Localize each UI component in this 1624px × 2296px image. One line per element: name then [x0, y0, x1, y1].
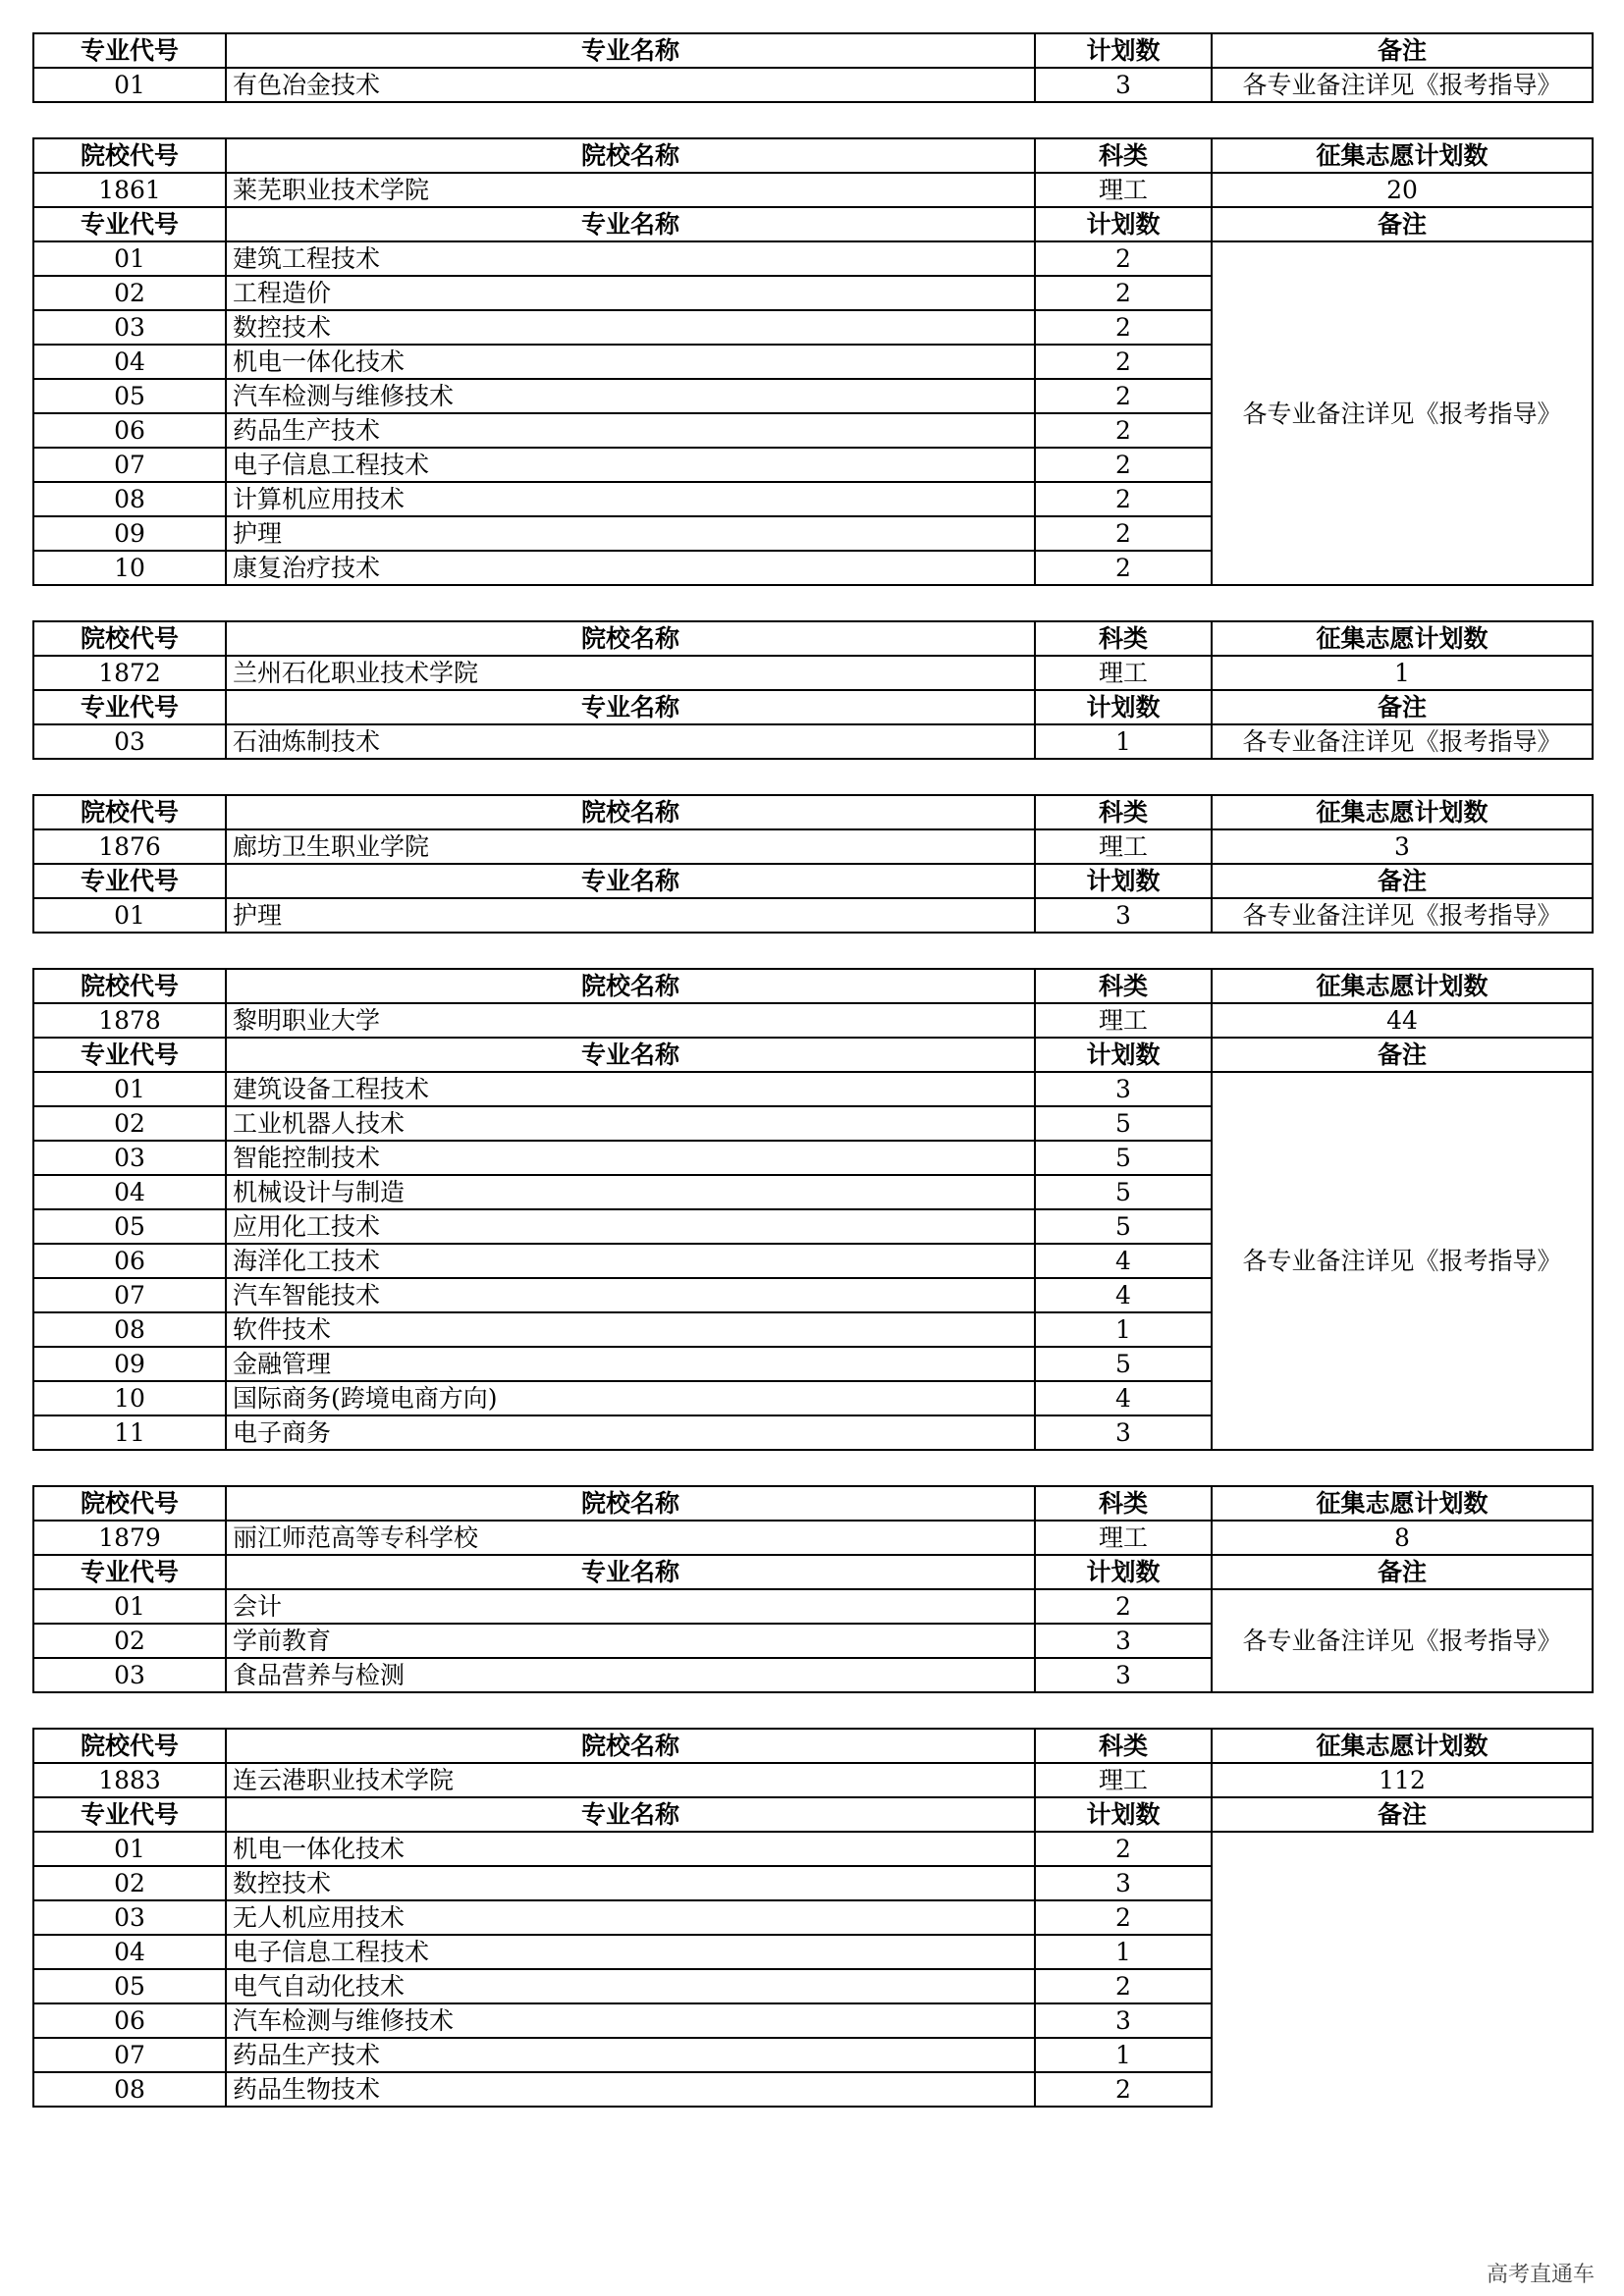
school-code-header: 院校代号 — [33, 1486, 226, 1521]
major-plan: 5 — [1035, 1347, 1212, 1381]
major-name-header: 专业名称 — [226, 1797, 1035, 1832]
merged-note: 各专业备注详见《报考指导》 — [1212, 1072, 1593, 1450]
block-gap — [32, 586, 1592, 620]
major-code-header: 专业代号 — [33, 1038, 226, 1072]
plan-header: 计划数 — [1035, 1797, 1212, 1832]
school-category: 理工 — [1035, 173, 1212, 207]
school-category: 理工 — [1035, 1003, 1212, 1038]
major-name: 汽车智能技术 — [226, 1278, 1035, 1312]
school-block-table — [32, 794, 1594, 934]
major-code: 06 — [33, 2003, 226, 2038]
note-header: 备注 — [1212, 33, 1593, 68]
major-name: 应用化工技术 — [226, 1209, 1035, 1244]
major-code: 02 — [33, 1624, 226, 1658]
major-plan: 4 — [1035, 1278, 1212, 1312]
school-code: 1872 — [33, 656, 226, 690]
major-name: 有色冶金技术 — [226, 68, 1035, 102]
major-name: 建筑设备工程技术 — [226, 1072, 1035, 1106]
merged-note — [1212, 1832, 1593, 2107]
plan-total-header: 征集志愿计划数 — [1212, 1729, 1593, 1763]
major-name: 护理 — [226, 516, 1035, 551]
major-name: 康复治疗技术 — [226, 551, 1035, 585]
major-code: 04 — [33, 345, 226, 379]
school-name-header: 院校名称 — [226, 795, 1035, 829]
major-code-header: 专业代号 — [33, 1555, 226, 1589]
school-name: 黎明职业大学 — [226, 1003, 1035, 1038]
major-plan: 2 — [1035, 345, 1212, 379]
major-name-header: 专业名称 — [226, 1555, 1035, 1589]
school-plan-total: 112 — [1212, 1763, 1593, 1797]
school-block-table — [32, 1728, 1594, 2108]
block-gap — [32, 103, 1592, 137]
major-code: 10 — [33, 1381, 226, 1415]
major-name: 汽车检测与维修技术 — [226, 379, 1035, 413]
plan-header: 计划数 — [1035, 33, 1212, 68]
merged-note: 各专业备注详见《报考指导》 — [1212, 241, 1593, 585]
major-code-header: 专业代号 — [33, 33, 226, 68]
major-note: 各专业备注详见《报考指导》 — [1212, 898, 1593, 933]
major-code: 04 — [33, 1935, 226, 1969]
major-plan: 1 — [1035, 2038, 1212, 2072]
school-name: 连云港职业技术学院 — [226, 1763, 1035, 1797]
major-name: 工程造价 — [226, 276, 1035, 310]
watermark: 高考直通车 — [1486, 2263, 1595, 2287]
school-block-table — [32, 968, 1594, 1451]
school-info-row — [33, 1521, 1593, 1555]
category-header: 科类 — [1035, 621, 1212, 656]
major-plan: 2 — [1035, 482, 1212, 516]
major-code: 03 — [33, 724, 226, 759]
major-code: 03 — [33, 310, 226, 345]
school-name-header: 院校名称 — [226, 969, 1035, 1003]
school-info-row — [33, 1763, 1593, 1797]
major-code: 03 — [33, 1141, 226, 1175]
major-row — [33, 1072, 1593, 1106]
plan-total-header: 征集志愿计划数 — [1212, 621, 1593, 656]
major-plan: 2 — [1035, 516, 1212, 551]
major-name: 数控技术 — [226, 310, 1035, 345]
school-category: 理工 — [1035, 1763, 1212, 1797]
major-code: 01 — [33, 1072, 226, 1106]
major-code: 08 — [33, 2072, 226, 2107]
major-plan: 4 — [1035, 1244, 1212, 1278]
note-header: 备注 — [1212, 690, 1593, 724]
major-code: 01 — [33, 1589, 226, 1624]
block-gap — [32, 1451, 1592, 1485]
merged-note: 各专业备注详见《报考指导》 — [1212, 1589, 1593, 1692]
major-name: 电子商务 — [226, 1415, 1035, 1450]
major-name: 药品生物技术 — [226, 2072, 1035, 2107]
school-name: 兰州石化职业技术学院 — [226, 656, 1035, 690]
major-name: 工业机器人技术 — [226, 1106, 1035, 1141]
major-plan: 3 — [1035, 1415, 1212, 1450]
major-name: 数控技术 — [226, 1866, 1035, 1900]
major-code: 06 — [33, 1244, 226, 1278]
school-header-row — [33, 621, 1593, 656]
major-name: 建筑工程技术 — [226, 241, 1035, 276]
school-name-header: 院校名称 — [226, 621, 1035, 656]
major-name: 机电一体化技术 — [226, 345, 1035, 379]
plan-total-header: 征集志愿计划数 — [1212, 969, 1593, 1003]
major-plan: 2 — [1035, 551, 1212, 585]
major-code: 08 — [33, 482, 226, 516]
major-plan: 2 — [1035, 1969, 1212, 2003]
major-name: 电子信息工程技术 — [226, 448, 1035, 482]
school-plan-total: 8 — [1212, 1521, 1593, 1555]
school-block-table — [32, 32, 1594, 103]
major-plan: 2 — [1035, 1589, 1212, 1624]
major-name: 会计 — [226, 1589, 1035, 1624]
major-name-header: 专业名称 — [226, 207, 1035, 241]
major-name: 学前教育 — [226, 1624, 1035, 1658]
major-name: 汽车检测与维修技术 — [226, 2003, 1035, 2038]
major-name: 药品生产技术 — [226, 2038, 1035, 2072]
major-name: 机电一体化技术 — [226, 1832, 1035, 1866]
major-code: 01 — [33, 68, 226, 102]
block-gap — [32, 934, 1592, 968]
major-name-header: 专业名称 — [226, 1038, 1035, 1072]
major-code: 01 — [33, 241, 226, 276]
major-name: 护理 — [226, 898, 1035, 933]
category-header: 科类 — [1035, 969, 1212, 1003]
category-header: 科类 — [1035, 1729, 1212, 1763]
plan-total-header: 征集志愿计划数 — [1212, 138, 1593, 173]
major-name-header: 专业名称 — [226, 690, 1035, 724]
major-code: 07 — [33, 1278, 226, 1312]
major-code-header: 专业代号 — [33, 864, 226, 898]
major-row — [33, 898, 1593, 933]
school-code-header: 院校代号 — [33, 138, 226, 173]
major-name: 智能控制技术 — [226, 1141, 1035, 1175]
major-code-header: 专业代号 — [33, 690, 226, 724]
major-name: 海洋化工技术 — [226, 1244, 1035, 1278]
major-row — [33, 241, 1593, 276]
major-code: 06 — [33, 413, 226, 448]
school-plan-total: 20 — [1212, 173, 1593, 207]
major-name-header: 专业名称 — [226, 864, 1035, 898]
major-header-row — [33, 1797, 1593, 1832]
major-plan: 3 — [1035, 898, 1212, 933]
note-header: 备注 — [1212, 1555, 1593, 1589]
category-header: 科类 — [1035, 1486, 1212, 1521]
major-code: 01 — [33, 1832, 226, 1866]
major-name: 石油炼制技术 — [226, 724, 1035, 759]
major-plan: 2 — [1035, 448, 1212, 482]
school-name-header: 院校名称 — [226, 1486, 1035, 1521]
major-plan: 5 — [1035, 1175, 1212, 1209]
note-header: 备注 — [1212, 207, 1593, 241]
category-header: 科类 — [1035, 795, 1212, 829]
major-code: 11 — [33, 1415, 226, 1450]
plan-header: 计划数 — [1035, 864, 1212, 898]
major-plan: 1 — [1035, 1935, 1212, 1969]
plan-header: 计划数 — [1035, 207, 1212, 241]
document-page — [32, 32, 1592, 2108]
school-header-row — [33, 138, 1593, 173]
school-category: 理工 — [1035, 1521, 1212, 1555]
school-name: 莱芜职业技术学院 — [226, 173, 1035, 207]
major-name: 国际商务(跨境电商方向) — [226, 1381, 1035, 1415]
major-plan: 5 — [1035, 1209, 1212, 1244]
major-code: 03 — [33, 1900, 226, 1935]
major-code: 02 — [33, 276, 226, 310]
school-header-row — [33, 1486, 1593, 1521]
plan-header: 计划数 — [1035, 1555, 1212, 1589]
school-code-header: 院校代号 — [33, 1729, 226, 1763]
school-header-row — [33, 969, 1593, 1003]
major-header-row — [33, 1038, 1593, 1072]
school-name-header: 院校名称 — [226, 1729, 1035, 1763]
major-plan: 2 — [1035, 379, 1212, 413]
block-gap — [32, 760, 1592, 794]
category-header: 科类 — [1035, 138, 1212, 173]
major-plan: 3 — [1035, 1866, 1212, 1900]
school-code-header: 院校代号 — [33, 621, 226, 656]
school-header-row — [33, 1729, 1593, 1763]
major-code: 01 — [33, 898, 226, 933]
school-name-header: 院校名称 — [226, 138, 1035, 173]
school-info-row — [33, 1003, 1593, 1038]
major-name: 金融管理 — [226, 1347, 1035, 1381]
school-plan-total: 3 — [1212, 829, 1593, 864]
note-header: 备注 — [1212, 1797, 1593, 1832]
major-name: 机械设计与制造 — [226, 1175, 1035, 1209]
school-plan-total: 44 — [1212, 1003, 1593, 1038]
major-name: 电子信息工程技术 — [226, 1935, 1035, 1969]
note-header: 备注 — [1212, 864, 1593, 898]
major-row — [33, 724, 1593, 759]
school-info-row — [33, 173, 1593, 207]
major-plan: 3 — [1035, 1072, 1212, 1106]
major-plan: 3 — [1035, 1624, 1212, 1658]
major-code: 02 — [33, 1106, 226, 1141]
major-note: 各专业备注详见《报考指导》 — [1212, 724, 1593, 759]
school-block-table — [32, 1485, 1594, 1693]
major-plan: 5 — [1035, 1106, 1212, 1141]
major-plan: 5 — [1035, 1141, 1212, 1175]
major-code: 09 — [33, 516, 226, 551]
major-code: 09 — [33, 1347, 226, 1381]
major-code: 02 — [33, 1866, 226, 1900]
major-header-row — [33, 1555, 1593, 1589]
major-name-header: 专业名称 — [226, 33, 1035, 68]
plan-total-header: 征集志愿计划数 — [1212, 795, 1593, 829]
major-code: 05 — [33, 1969, 226, 2003]
school-block-table — [32, 620, 1594, 760]
school-category: 理工 — [1035, 829, 1212, 864]
school-code-header: 院校代号 — [33, 795, 226, 829]
school-code: 1883 — [33, 1763, 226, 1797]
major-code-header: 专业代号 — [33, 207, 226, 241]
major-code: 05 — [33, 1209, 226, 1244]
school-block-table — [32, 137, 1594, 586]
major-name: 食品营养与检测 — [226, 1658, 1035, 1692]
major-header-row — [33, 864, 1593, 898]
major-plan: 3 — [1035, 68, 1212, 102]
major-code: 10 — [33, 551, 226, 585]
plan-header: 计划数 — [1035, 690, 1212, 724]
school-name: 丽江师范高等专科学校 — [226, 1521, 1035, 1555]
school-plan-total: 1 — [1212, 656, 1593, 690]
major-plan: 3 — [1035, 1658, 1212, 1692]
major-row — [33, 68, 1593, 102]
major-plan: 2 — [1035, 276, 1212, 310]
major-code: 08 — [33, 1312, 226, 1347]
major-name: 软件技术 — [226, 1312, 1035, 1347]
school-code: 1861 — [33, 173, 226, 207]
major-code: 03 — [33, 1658, 226, 1692]
major-plan: 2 — [1035, 310, 1212, 345]
major-plan: 1 — [1035, 1312, 1212, 1347]
major-note: 各专业备注详见《报考指导》 — [1212, 68, 1593, 102]
block-gap — [32, 1693, 1592, 1728]
major-row — [33, 1589, 1593, 1624]
major-plan: 2 — [1035, 1832, 1212, 1866]
major-plan: 2 — [1035, 413, 1212, 448]
major-name: 计算机应用技术 — [226, 482, 1035, 516]
school-code: 1879 — [33, 1521, 226, 1555]
school-code: 1878 — [33, 1003, 226, 1038]
plan-header: 计划数 — [1035, 1038, 1212, 1072]
note-header: 备注 — [1212, 1038, 1593, 1072]
major-header-row — [33, 33, 1593, 68]
major-name: 无人机应用技术 — [226, 1900, 1035, 1935]
major-header-row — [33, 690, 1593, 724]
school-code: 1876 — [33, 829, 226, 864]
major-code: 07 — [33, 448, 226, 482]
major-code: 05 — [33, 379, 226, 413]
school-info-row — [33, 829, 1593, 864]
school-category: 理工 — [1035, 656, 1212, 690]
major-header-row — [33, 207, 1593, 241]
major-plan: 4 — [1035, 1381, 1212, 1415]
school-name: 廊坊卫生职业学院 — [226, 829, 1035, 864]
major-name: 药品生产技术 — [226, 413, 1035, 448]
major-code-header: 专业代号 — [33, 1797, 226, 1832]
major-row — [33, 1832, 1593, 1866]
major-code: 07 — [33, 2038, 226, 2072]
major-plan: 2 — [1035, 241, 1212, 276]
major-plan: 3 — [1035, 2003, 1212, 2038]
plan-total-header: 征集志愿计划数 — [1212, 1486, 1593, 1521]
school-info-row — [33, 656, 1593, 690]
school-code-header: 院校代号 — [33, 969, 226, 1003]
major-plan: 1 — [1035, 724, 1212, 759]
school-header-row — [33, 795, 1593, 829]
major-plan: 2 — [1035, 1900, 1212, 1935]
major-plan: 2 — [1035, 2072, 1212, 2107]
major-code: 04 — [33, 1175, 226, 1209]
major-name: 电气自动化技术 — [226, 1969, 1035, 2003]
